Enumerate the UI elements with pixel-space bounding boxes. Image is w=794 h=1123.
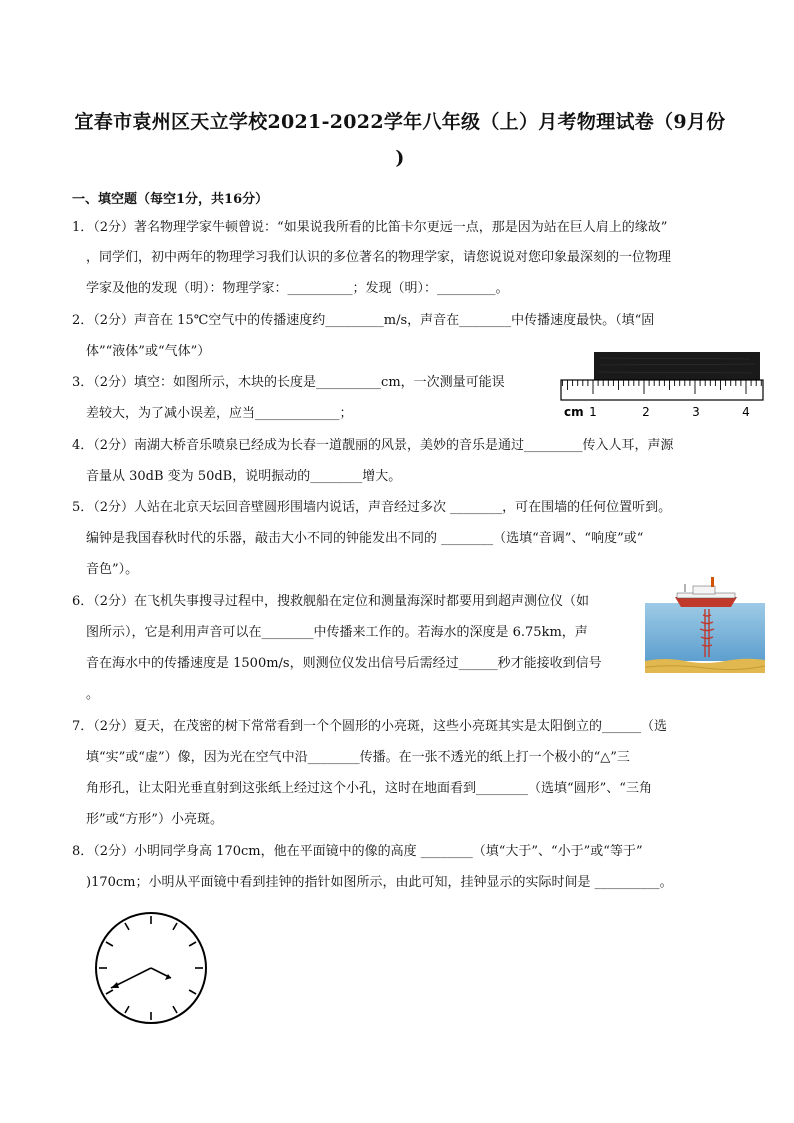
section-heading: 一、填空题（每空1分，共16分） (72, 192, 269, 207)
exam-title-cont: ) (395, 147, 405, 169)
ruler-figure (560, 350, 770, 422)
q5-line1: 5．（2分）人站在北京天坛回音壁圆形围墙内说话，声音经过多次 ________，可在围墙的任何位置听到。 (72, 500, 672, 515)
q2-line2: 体”“液体”或“气体”） (86, 344, 211, 359)
exam-title: 宜春市袁州区天立学校2021-2022学年八年级（上）月考物理试卷（9月份 (74, 111, 726, 133)
q2-line1: 2．（2分）声音在 15℃空气中的传播速度约_________m/s，声音在________中传播速度最快。（填“固 (72, 313, 655, 328)
ruler-number-2: 2 (642, 405, 650, 419)
ruler-unit-label: cm (564, 405, 584, 419)
q7-line3: 角形孔，让太阳光垂直射到这张纸上经过这个小孔，这时在地面看到________（选填“圆形”、“三角 (86, 781, 652, 796)
ruler-number-1: 1 (589, 405, 597, 419)
wood-block (594, 352, 760, 380)
ruler-number-3: 3 (692, 405, 700, 419)
ship-hull (675, 597, 737, 607)
q4-line2: 音量从 30dB 变为 50dB，说明振动的________增大。 (86, 469, 402, 484)
q4-line1: 4．（2分）南湖大桥音乐喷泉已经成为长春一道靓丽的风景，美妙的音乐是通过_________传入人耳，声源 (72, 438, 674, 453)
q7-line4: 形”或“方形”）小亮斑。 (86, 812, 223, 827)
q3-line1: 3．（2分）填空：如图所示，木块的长度是__________cm，一次测量可能误 (72, 375, 505, 390)
q6-line1: 6．（2分）在飞机失事搜寻过程中，搜救舰船在定位和测量海深时都要用到超声测位仪（如 (72, 594, 590, 609)
q7-line2: 填“实”或“虚”）像，因为光在空气中沿________传播。在一张不透光的纸上打一个极小的“△”三 (86, 750, 630, 765)
q5-line2: 编钟是我国春秋时代的乐器，敲击大小不同的钟能发出不同的 ________（选填“音调”、“响度”或“ (86, 531, 644, 546)
q1-line1: 1．（2分）著名物理学家牛顿曾说：“如果说我所看的比笛卡尔更远一点，那是因为站在巨人肩上的缘故” (72, 220, 668, 235)
q8-line2: )170cm；小明从平面镜中看到挂钟的指针如图所示，由此可知，挂钟显示的实际时间是 __________。 (86, 875, 673, 890)
q8-line1: 8．（2分）小明同学身高 170cm，他在平面镜中的像的高度 ________（填“大于”、“小于”或“等于” (72, 844, 643, 859)
q7-line1: 7．（2分）夏天，在茂密的树下常常看到一个个圆形的小亮斑，这些小亮斑其实是太阳倒立的______（选 (72, 719, 668, 734)
ruler-body (561, 380, 763, 400)
q6-line4: 。 (86, 687, 100, 702)
q1-line3: 学家及他的发现（明）：物理学家：__________；发现（明）：_________。 (86, 281, 509, 296)
q1-line2: ，同学们，初中两年的物理学习我们认识的多位著名的物理学家，请您说说对您印象最深刻的一位物理 (86, 250, 672, 265)
q5-line3: 音色”）。 (86, 562, 139, 577)
mirror-clock-figure (93, 910, 209, 1026)
sonar-ship-figure (645, 575, 765, 673)
q6-line3: 音在海水中的传播速度是 1500m/s，则测位仪发出信号后需经过______秒才能接收到信号 (86, 656, 602, 671)
ruler-number-4: 4 (742, 405, 750, 419)
q3-line2: 差较大，为了减小误差，应当_____________； (86, 406, 353, 421)
q6-line2: 图所示），它是利用声音可以在________中传播来工作的。若海水的深度是 6.75km，声 (86, 625, 588, 640)
